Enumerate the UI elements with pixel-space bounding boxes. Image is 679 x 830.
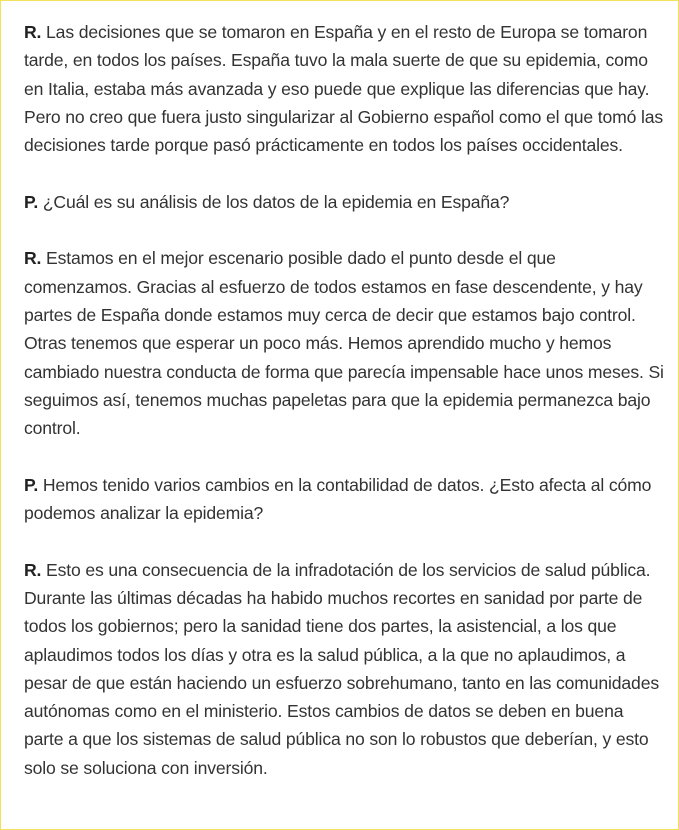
question-paragraph [24, 188, 664, 216]
speaker-label: R. [24, 248, 42, 269]
paragraph-text: Hemos tenido varios cambios en la contabilidad de datos. ¿Esto afecta al cómo podemos analizar la epidemia? [24, 474, 652, 524]
paragraph-text: ¿Cuál es su análisis de los datos de la epidemia en España? [42, 191, 510, 212]
paragraph-text: Las decisiones que se tomaron en España y en el resto de Europa se tomaron tarde, en todos los países. España tuvo la mala suerte de que su epidemia, como en Italia, estaba más avanzada y eso puede que explique las diferencias que hay. Pero no creo que fuera justo singularizar al Gobierno español como el que tomó las decisiones tarde porque pasó prácticamente en todos los países occidentales. [24, 22, 664, 156]
paragraph-text: Estamos en el mejor escenario posible dado el punto desde el que comenzamos. Gracias al esfuerzo de todos estamos en fase descendente, y hay partes de España donde estamos muy cerca de decir que estamos bajo control. Otras tenemos que esperar un poco más. Hemos aprendido mucho y hemos cambiado nuestra conducta de forma que parecía impensable hace unos meses. Si seguimos así, tenemos muchas papeletas para que la epidemia permanezca bajo control. [24, 248, 664, 439]
paragraph-text: Esto es una consecuencia de la infradotación de los servicios de salud pública. Durante las últimas décadas ha habido muchos recortes en sanidad por parte de todos los gobiernos; pero la sanidad tiene dos partes, la asistencial, a los que aplaudimos todos los días y otra es la salud pública, a la que no aplaudimos, a pesar de que están haciendo un esfuerzo sobrehumano, tanto en las comunidades autónomas como en el ministerio. Estos cambios de datos se deben en buena parte a que los sistemas de salud pública no son lo robustos que deberían, y esto solo se soluciona con inversión. [24, 559, 659, 778]
answer-paragraph [24, 18, 664, 159]
speaker-label: R. [24, 559, 42, 580]
speaker-label: R. [24, 22, 42, 42]
speaker-label: P. [24, 474, 39, 495]
speaker-label: P. [24, 191, 39, 212]
answer-paragraph [24, 556, 664, 782]
answer-paragraph [24, 244, 664, 442]
interview-article [1, 1, 678, 782]
question-paragraph [24, 471, 664, 528]
